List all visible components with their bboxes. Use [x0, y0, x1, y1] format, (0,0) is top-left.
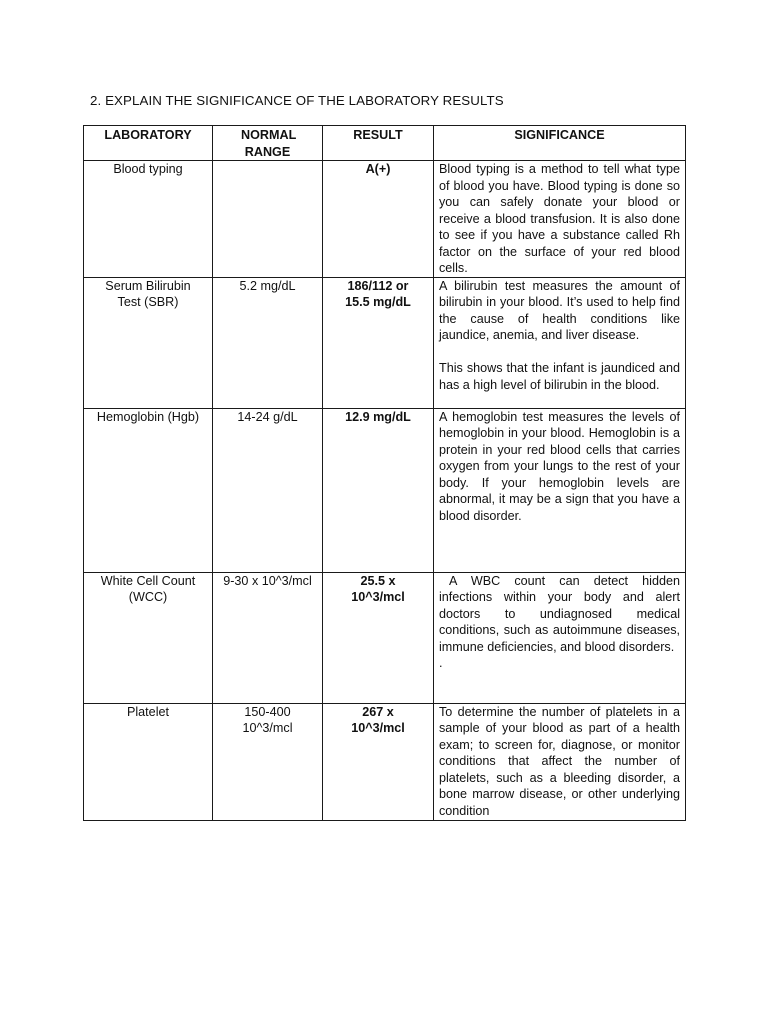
- cell-significance: [434, 277, 686, 408]
- significance-paragraph: Blood typing is a method to tell what type of blood you have. Blood typing is done so you can safely donate your blood or receive a blood transfusion. It is also done to see if you have a substance called Rh factor on the surface of your red blood cells.: [439, 162, 680, 275]
- section-heading: 2. EXPLAIN THE SIGNIFICANCE OF THE LABORATORY RESULTS: [90, 93, 504, 108]
- cell-significance: [434, 572, 686, 703]
- significance-paragraph: To determine the number of platelets in a sample of your blood as part of a health exam; to screen for, diagnose, or monitor conditions that affect the number of platelets, such as a bleeding disorder, a bone marrow disease, or other underlying condition: [439, 704, 680, 818]
- cell-laboratory: Hemoglobin (Hgb): [84, 408, 213, 572]
- cell-result: A(+): [323, 161, 434, 278]
- cell-laboratory: Serum Bilirubin Test (SBR): [84, 277, 213, 408]
- lab-results-table: [83, 125, 686, 821]
- table-row: [84, 703, 686, 820]
- cell-result: 267 x 10^3/mcl: [323, 703, 434, 820]
- cell-result: 12.9 mg/dL: [323, 408, 434, 572]
- cell-laboratory: White Cell Count (WCC): [84, 572, 213, 703]
- cell-normal-range: 14-24 g/dL: [213, 408, 323, 572]
- significance-paragraph: .: [439, 656, 443, 670]
- significance-paragraph: A hemoglobin test measures the levels of hemoglobin in your blood. Hemoglobin is a protein in your red blood cells that carries oxygen from your lungs to the rest of your body. If your hemoglobin levels are abnormal, it may be a sign that you have a blood disorder.: [439, 409, 680, 523]
- table-row: [84, 572, 686, 703]
- significance-paragraph: This shows that the infant is jaundiced and has a high level of bilirubin in the blood.: [439, 361, 680, 392]
- significance-paragraph: A WBC count can detect hidden infections within your body and alert doctors to undiagnosed medical conditions, such as autoimmune diseases, immune deficiencies, and blood disorders.: [439, 573, 680, 654]
- cell-normal-range: [213, 161, 323, 278]
- cell-normal-range: 5.2 mg/dL: [213, 277, 323, 408]
- table-header-row: [84, 126, 686, 161]
- table-row: [84, 408, 686, 572]
- cell-result: 25.5 x 10^3/mcl: [323, 572, 434, 703]
- cell-laboratory: Platelet: [84, 703, 213, 820]
- header-significance: SIGNIFICANCE: [434, 126, 686, 161]
- cell-significance: [434, 161, 686, 278]
- cell-laboratory: Blood typing: [84, 161, 213, 278]
- table-row: [84, 161, 686, 278]
- header-normal-range: NORMAL RANGE: [213, 126, 323, 161]
- cell-normal-range: 150-400 10^3/mcl: [213, 703, 323, 820]
- table-row: [84, 277, 686, 408]
- cell-normal-range: 9-30 x 10^3/mcl: [213, 572, 323, 703]
- cell-result: 186/112 or 15.5 mg/dL: [323, 277, 434, 408]
- header-laboratory: LABORATORY: [84, 126, 213, 161]
- header-result: RESULT: [323, 126, 434, 161]
- cell-significance: [434, 703, 686, 820]
- cell-significance: [434, 408, 686, 572]
- significance-paragraph: A bilirubin test measures the amount of bilirubin in your blood. It’s used to help find the cause of health conditions like jaundice, anemia, and liver disease.: [439, 278, 680, 342]
